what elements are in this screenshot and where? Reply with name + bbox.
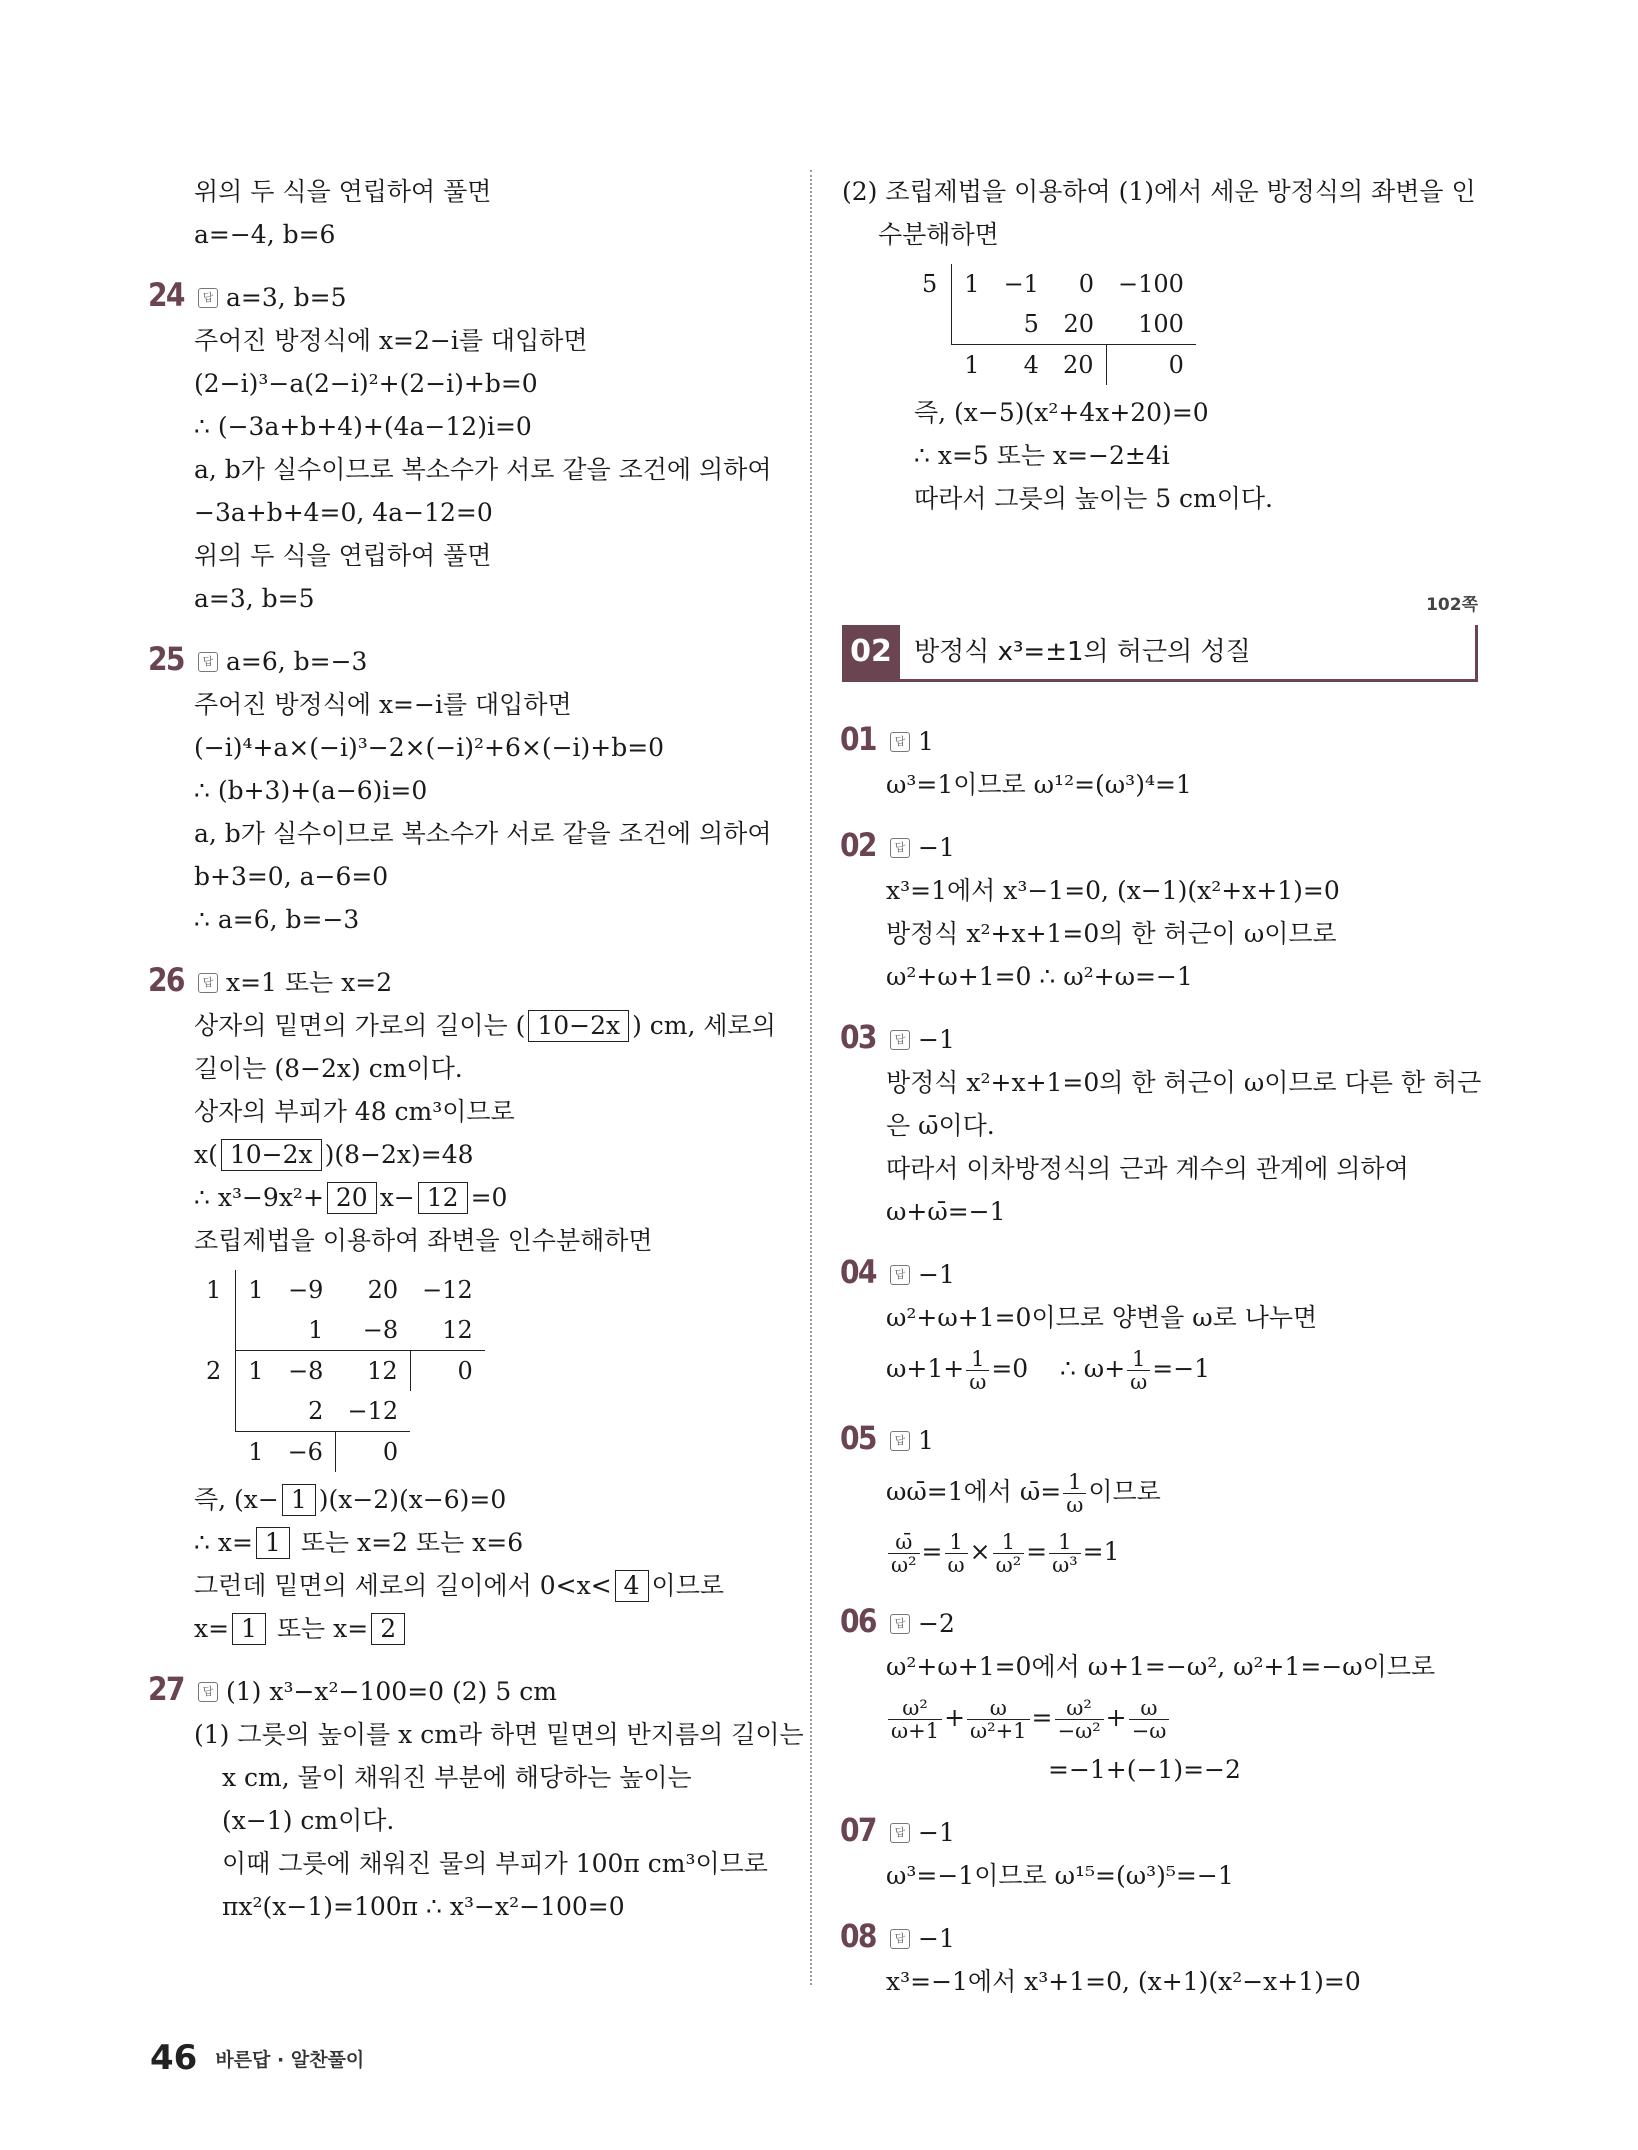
table-cell: −1 <box>1003 270 1039 298</box>
answer-icon: 답 <box>198 288 218 308</box>
fraction-line: ωω̄=1에서 ω̄= $\frac{1}{\omega}$ 이므로 <box>886 1470 1161 1517</box>
table-cell: 20 <box>367 1276 399 1304</box>
problem-number: 27 <box>148 1670 184 1708</box>
fraction: $\frac{\text{ω²}}{\text{−ω²}}$ <box>1055 1697 1104 1742</box>
text-line: ω+ω̄=−1 <box>886 1197 1006 1226</box>
table-cell: −12 <box>422 1276 473 1304</box>
answer-icon: 답 <box>890 1265 910 1285</box>
text-line: πx²(x−1)=100π ∴ x³−x²−100=0 <box>222 1892 625 1921</box>
text-line: ∴ a=6, b=−3 <box>194 905 360 934</box>
fraction: $\frac{1}{\omega}$ <box>966 1348 989 1393</box>
fraction-line: $\frac{\text{ω²}}{\omega+1}$ + $\frac{\omega}{\text{ω²+1}}$ = $\frac{\text{ω²}}{\text{−ω²}}$ + $\frac{\omega}{-\omega}$ <box>842 1688 1478 1748</box>
remainder-cell: 0 <box>335 1432 410 1473</box>
table-cell: 5 <box>1023 310 1039 338</box>
table-cell: 1 <box>952 345 992 386</box>
answer-text: −1 <box>918 1025 955 1054</box>
answer-text: (1) x³−x²−100=0 (2) 5 cm <box>226 1677 557 1706</box>
answer-icon: 답 <box>890 1614 910 1634</box>
problem-27 <box>148 1668 804 1928</box>
divisor: 1 <box>194 1270 236 1310</box>
problem-number: 04 <box>840 1253 876 1291</box>
question-01 <box>842 718 1478 806</box>
answer-icon: 답 <box>890 1929 910 1949</box>
question-02 <box>842 824 1478 998</box>
question-06 <box>842 1600 1478 1791</box>
text-line: (1) 그릇의 높이를 x cm라 하면 밑면의 반지름의 길이는 <box>194 1720 804 1749</box>
table-cell: 4 <box>992 345 1051 386</box>
text-line: −3a+b+4=0, 4a−12=0 <box>194 498 493 527</box>
section-header <box>842 625 1478 682</box>
text-line: (x−1) cm이다. <box>222 1806 395 1835</box>
text-line: (2−i)³−a(2−i)²+(2−i)+b=0 <box>194 369 538 398</box>
answer-box: 10−2x <box>221 1139 322 1171</box>
synthetic-division-table <box>910 264 1196 385</box>
text-line: 방정식 x²+x+1=0의 한 허근이 ω이므로 <box>886 919 1337 948</box>
synthetic-division-table <box>194 1270 485 1472</box>
fraction: $\frac{\omega}{-\omega}$ <box>1129 1697 1170 1742</box>
text-line: 따라서 이차방정식의 근과 계수의 관계에 의하여 <box>886 1154 1409 1183</box>
text-line: a, b가 실수이므로 복소수가 서로 같을 조건에 의하여 <box>194 819 772 848</box>
fraction: $\frac{\omegā}{\text{ω²}}$ <box>888 1531 920 1576</box>
answer-text: x=1 또는 x=2 <box>226 968 393 997</box>
text-line: ω³=1이므로 ω¹²=(ω³)⁴=1 <box>886 770 1192 799</box>
text-line: x( 10−2x )(8−2x)=48 <box>194 1140 474 1169</box>
table-cell: −8 <box>362 1316 399 1344</box>
fraction: $\frac{1}{\text{ω²}}$ <box>993 1531 1025 1576</box>
text-line: 이때 그릇에 채워진 물의 부피가 100π cm³이므로 <box>222 1849 768 1878</box>
fraction: $\frac{\omega}{\text{ω²+1}}$ <box>967 1697 1030 1742</box>
table-cell: 2 <box>308 1397 324 1425</box>
answer-box: 10−2x <box>528 1010 629 1042</box>
answer-text: −1 <box>918 833 955 862</box>
answer-icon: 답 <box>890 838 910 858</box>
problem-number: 07 <box>840 1811 876 1849</box>
answer-box: 20 <box>327 1182 377 1214</box>
table-cell: 1 <box>308 1316 324 1344</box>
page-number: 46 <box>150 2038 198 2078</box>
section-title: 방정식 x³=±1의 허근의 성질 <box>914 637 1251 667</box>
text-line: 주어진 방정식에 x=2−i를 대입하면 <box>194 326 588 355</box>
answer-icon: 답 <box>890 732 910 752</box>
table-cell: 1 <box>236 1351 276 1392</box>
table-cell: 12 <box>335 1351 410 1392</box>
table-cell: 20 <box>1063 310 1094 338</box>
answer-box: 4 <box>615 1570 649 1602</box>
answer-text: 1 <box>918 727 934 756</box>
text-line: ∴ x³−9x²+ 20 x− 12 =0 <box>194 1183 508 1212</box>
text-line: ω²+ω+1=0 ∴ ω²+ω=−1 <box>886 962 1193 991</box>
fraction: $\frac{1}{\text{ω³}}$ <box>1049 1531 1081 1576</box>
text-line: ∴ x= 1 또는 x=2 또는 x=6 <box>194 1528 524 1557</box>
text-line: ω²+ω+1=0이므로 양변을 ω로 나누면 <box>886 1303 1318 1332</box>
text-line: ω²+ω+1=0에서 ω+1=−ω², ω²+1=−ω이므로 <box>886 1652 1436 1681</box>
answer-box: 1 <box>282 1484 316 1516</box>
problem-number: 02 <box>840 826 876 864</box>
answer-icon: 답 <box>890 1431 910 1451</box>
problem-number: 05 <box>840 1419 876 1457</box>
text-line: 즉, (x− 1 )(x−2)(x−6)=0 <box>194 1485 507 1514</box>
text-line: 그런데 밑면의 세로의 길이에서 0<x< 4 이므로 <box>194 1571 724 1600</box>
text-line: x³=−1에서 x³+1=0, (x+1)(x²−x+1)=0 <box>886 1967 1361 1996</box>
table-cell: 20 <box>1051 345 1106 386</box>
text-line: a, b가 실수이므로 복소수가 서로 같을 조건에 의하여 <box>194 455 772 484</box>
remainder-cell: 0 <box>410 1351 485 1392</box>
answer-icon: 답 <box>198 1682 218 1702</box>
text-line: 즉, (x−5)(x²+4x+20)=0 <box>914 398 1209 427</box>
problem-26 <box>148 959 776 1650</box>
page-footer <box>150 2038 364 2078</box>
text-line: =−1+(−1)=−2 <box>1048 1755 1241 1784</box>
text-line: 위의 두 식을 연립하여 풀면 <box>194 177 492 206</box>
text-line: b+3=0, a−6=0 <box>194 862 389 891</box>
text-line: 상자의 밑면의 가로의 길이는 ( 10−2x ) cm, 세로의 <box>194 1011 776 1040</box>
text-line: 길이는 (8−2x) cm이다. <box>194 1054 463 1083</box>
text-line: ∴ x=5 또는 x=−2±4i <box>914 441 1170 470</box>
text-line: x³=1에서 x³−1=0, (x−1)(x²+x+1)=0 <box>886 876 1340 905</box>
answer-text: 1 <box>918 1426 934 1455</box>
text-line: 수분해하면 <box>878 220 999 249</box>
fraction-line: ω+1+ $\frac{1}{\omega}$ =0 ∴ ω+ $\frac{1}{\omega}$ =−1 <box>886 1347 1211 1394</box>
text-line: x cm, 물이 채워진 부분에 해당하는 높이는 <box>222 1763 692 1792</box>
answer-text: a=3, b=5 <box>226 283 347 312</box>
text-line: 따라서 그릇의 높이는 5 cm이다. <box>914 484 1273 513</box>
text-line: 조립제법을 이용하여 좌변을 인수분해하면 <box>194 1226 653 1255</box>
left-column <box>148 170 804 1928</box>
question-07 <box>842 1809 1478 1897</box>
text-line: ∴ (−3a+b+4)+(4a−12)i=0 <box>194 412 532 441</box>
answer-text: −1 <box>918 1260 955 1289</box>
text-line: ∴ (b+3)+(a−6)i=0 <box>194 776 428 805</box>
answer-box: 1 <box>232 1613 266 1645</box>
answer-icon: 답 <box>890 1030 910 1050</box>
text-line: 은 ω̄이다. <box>886 1111 995 1140</box>
table-cell: −8 <box>276 1351 336 1392</box>
problem-number: 01 <box>840 720 876 758</box>
table-cell: −9 <box>288 1276 324 1304</box>
question-08 <box>842 1915 1478 2003</box>
answer-box: 12 <box>418 1182 468 1214</box>
text-line: 방정식 x²+x+1=0의 한 허근이 ω이므로 다른 한 허근 <box>886 1068 1482 1097</box>
answer-text: −2 <box>918 1609 955 1638</box>
table-cell: 100 <box>1138 310 1184 338</box>
text-line: 상자의 부피가 48 cm³이므로 <box>194 1097 515 1126</box>
text-line: a=3, b=5 <box>194 584 315 613</box>
table-cell: −12 <box>347 1397 399 1425</box>
text-line: x= 1 또는 x= 2 <box>150 1607 770 1650</box>
table-cell: −100 <box>1118 270 1184 298</box>
problem-number: 25 <box>148 640 184 678</box>
text-line: 위의 두 식을 연립하여 풀면 <box>194 541 492 570</box>
table-cell: 1 <box>964 270 980 298</box>
problem-number: 06 <box>840 1602 876 1640</box>
answer-box: 1 <box>256 1527 290 1559</box>
text-line: (−i)⁴+a×(−i)³−2×(−i)²+6×(−i)+b=0 <box>194 733 665 762</box>
problem-24 <box>150 274 770 620</box>
answer-icon: 답 <box>198 652 218 672</box>
fraction: $\frac{\text{ω²}}{\omega+1}$ <box>888 1697 942 1742</box>
table-cell: −6 <box>276 1432 336 1473</box>
text-line: (2) 조립제법을 이용하여 (1)에서 세운 방정식의 좌변을 인 <box>842 177 1476 206</box>
fraction: $\frac{1}{\omega}$ <box>1063 1471 1086 1516</box>
table-cell: 1 <box>248 1276 264 1304</box>
question-04 <box>842 1251 1478 1399</box>
column-divider <box>810 170 812 1985</box>
book-title: 바른답 · 알찬풀이 <box>215 2048 365 2071</box>
page-reference: 102쪽 <box>1426 595 1478 615</box>
section-end-bar <box>1475 625 1478 679</box>
text-line: ω³=−1이므로 ω¹⁵=(ω³)⁵=−1 <box>886 1861 1234 1890</box>
table-cell: 1 <box>236 1432 276 1473</box>
answer-text: −1 <box>918 1818 955 1847</box>
answer-text: −1 <box>918 1924 955 1953</box>
section-number: 02 <box>842 625 900 679</box>
answer-text: a=6, b=−3 <box>226 647 368 676</box>
remainder-cell: 0 <box>1106 345 1196 386</box>
fraction: $\frac{1}{\omega}$ <box>1127 1348 1150 1393</box>
table-cell: 0 <box>1078 270 1094 298</box>
text-line: a=−4, b=6 <box>194 220 336 249</box>
answer-icon: 답 <box>890 1823 910 1843</box>
right-column <box>840 170 1482 2003</box>
fraction: $\frac{1}{\omega}$ <box>945 1531 968 1576</box>
text-line: 주어진 방정식에 x=−i를 대입하면 <box>194 690 572 719</box>
problem-number: 08 <box>840 1917 876 1955</box>
fraction-line: $\frac{\omegā}{\text{ω²}}$ = $\frac{1}{\omega}$ × $\frac{1}{\text{ω²}}$ = $\frac{1}{\text{ω³}}$ =1 <box>842 1522 1478 1582</box>
problem-number: 03 <box>840 1018 876 1056</box>
question-05 <box>842 1417 1478 1582</box>
divisor: 2 <box>194 1351 236 1392</box>
problem-number: 24 <box>148 276 184 314</box>
problem-number: 26 <box>148 961 184 999</box>
question-03 <box>840 1016 1482 1233</box>
divisor: 5 <box>910 264 952 304</box>
problem-25 <box>150 638 770 941</box>
table-cell: 12 <box>442 1316 473 1344</box>
answer-icon: 답 <box>198 973 218 993</box>
answer-box: 2 <box>371 1613 405 1645</box>
